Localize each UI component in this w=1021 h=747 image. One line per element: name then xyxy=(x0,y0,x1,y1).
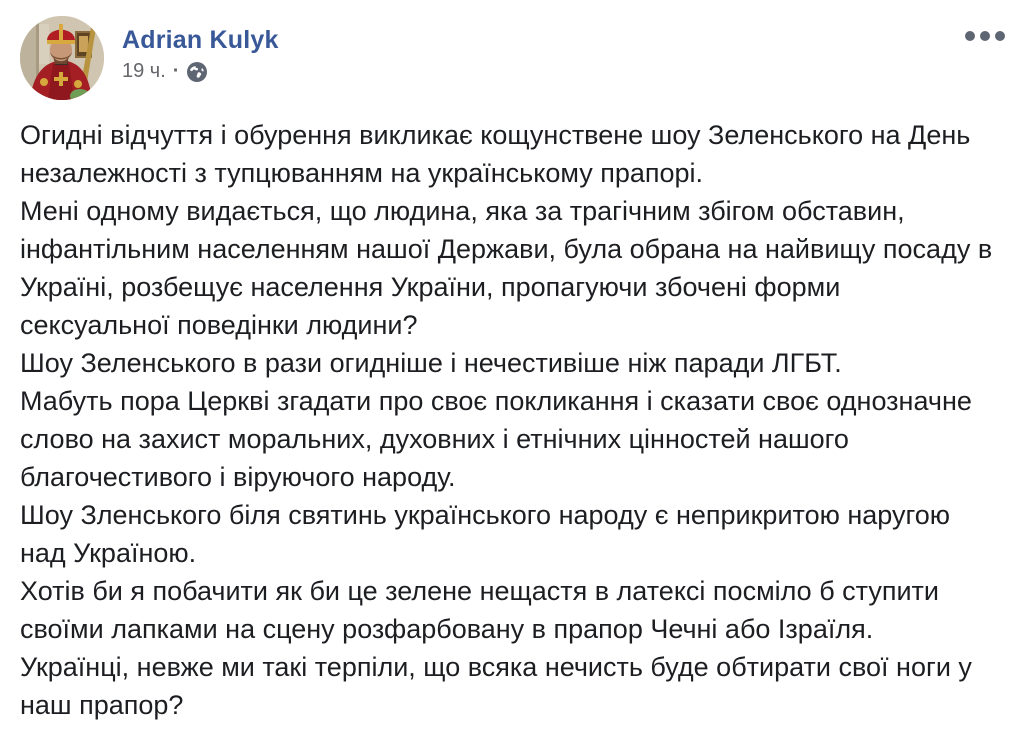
meta-separator: · xyxy=(172,60,180,82)
avatar-image xyxy=(20,16,104,100)
post-text-line: благочестивого і віруючого народу. xyxy=(20,462,456,492)
timestamp[interactable]: 19 ч. xyxy=(122,60,166,82)
post-text-line: Огидні відчуття і обурення викликає кощунствене шоу Зеленського на День xyxy=(20,120,971,150)
avatar[interactable] xyxy=(20,16,104,100)
post-text-line: сексуальної поведінки людини? xyxy=(20,310,418,340)
more-options-button[interactable] xyxy=(963,27,1007,45)
post-text-line: слово на захист моральних, духовних і етнічних цінностей нашого xyxy=(20,424,849,454)
ellipsis-dot xyxy=(965,31,975,41)
post-text xyxy=(20,116,1011,724)
post-text-line: Шоу Зеленського в рази огидніше і нечестивіше ніж паради ЛГБТ. xyxy=(20,348,842,378)
post-text-line: Мені одному видається, що людина, яка за трагічним збігом обставин, xyxy=(20,196,905,226)
post-text-line: своїми лапками на сцену розфарбовану в прапор Чечні або Ізраїля. xyxy=(20,614,874,644)
post-text-line: Мабуть пора Церкві згадати про своє покликання і сказати своє однозначне xyxy=(20,386,972,416)
header-text xyxy=(122,25,279,83)
globe-public-icon xyxy=(186,61,208,83)
ellipsis-dot xyxy=(995,31,1005,41)
post-text-line: над Україною. xyxy=(20,538,197,568)
post-header xyxy=(20,16,1007,104)
post-text-line: Україні, розбещує населення України, пропагуючи збочені форми xyxy=(20,272,841,302)
post-text-line: Українці, невже ми такі терпіли, що всяка нечисть буде обтирати свої ноги у xyxy=(20,652,972,682)
post-meta[interactable] xyxy=(122,60,279,83)
ellipsis-dot xyxy=(980,31,990,41)
post-text-line: наш прапор? xyxy=(20,690,184,720)
post-text-line: Хотів би я побачити як би це зелене нещастя в латексі посміло б ступити xyxy=(20,576,939,606)
post-text-line: Шоу Зленського біля святинь українського народу є неприкритою наругою xyxy=(20,500,951,530)
author-name-link[interactable]: Adrian Kulyk xyxy=(122,26,279,54)
post-text-line: інфантільним населенням нашої Держави, була обрана на найвищу посаду в xyxy=(20,234,993,264)
post-text-line: незалежності з тупцюванням на українському прапорі. xyxy=(20,158,704,188)
